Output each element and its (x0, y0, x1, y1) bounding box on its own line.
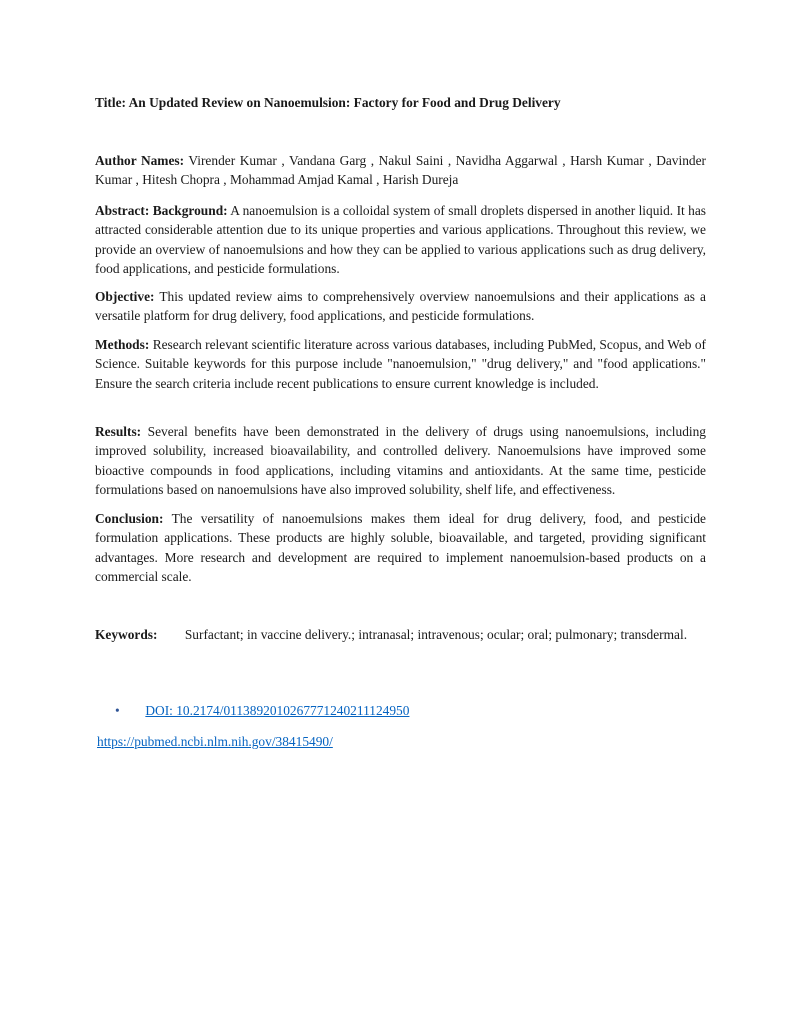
objective-text: This updated review aims to comprehensively overview nanoemulsions and their applications as a versatile platform for drug delivery, food applications, and pesticide formulations. (95, 289, 706, 324)
paper-title (95, 95, 561, 111)
methods-label: Methods: (95, 337, 150, 352)
objective-section (95, 287, 706, 326)
doi-link[interactable]: DOI: 10.2174/0113892010267771240211124950 (145, 703, 410, 718)
results-section (95, 422, 706, 499)
conclusion-text: The versatility of nanoemulsions makes them ideal for drug delivery, food, and pesticide formulation applications. These products are highly soluble, bioavailable, and targeted, providing significant advantages. More research and development are required to implement nanoemulsion-based products on a commercial scale. (95, 511, 706, 584)
methods-text: Research relevant scientific literature across various databases, including PubMed, Scopus, and Web of Science. Suitable keywords for this purpose include "nanoemulsion," "drug delivery," and "food applications." Ensure the search criteria include recent publications to ensure current knowledge is included. (95, 337, 706, 391)
bullet-icon: • (115, 703, 120, 718)
results-text: Several benefits have been demonstrated in the delivery of drugs using nanoemulsions, including improved solubility, increased bioavailability, and controlled delivery. Nanoemulsions have improved some bioactive compounds in food applications, including vitamins and antioxidants. At the same time, pesticide formulations based on nanoemulsions have also improved solubility, shelf life, and effectiveness. (95, 424, 706, 497)
title-label: Title: (95, 95, 126, 110)
keywords-text: Surfactant; in vaccine delivery.; intranasal; intravenous; ocular; oral; pulmonary; transdermal. (184, 627, 688, 642)
pubmed-link[interactable]: https://pubmed.ncbi.nlm.nih.gov/38415490/ (97, 734, 333, 749)
results-label: Results: (95, 424, 142, 439)
objective-label: Objective: (95, 289, 155, 304)
methods-section (95, 335, 706, 393)
abstract-background (95, 201, 706, 278)
abstract-label: Abstract: Background: (95, 203, 228, 218)
keywords-section (95, 625, 706, 644)
authors-label: Author Names: (95, 153, 185, 168)
authors-text: Virender Kumar , Vandana Garg , Nakul Saini , Navidha Aggarwal , Harsh Kumar , Davinder Kumar , Hitesh Chopra , Mohammad Amjad Kamal , Harish Dureja (95, 153, 707, 188)
title-text: An Updated Review on Nanoemulsion: Factory for Food and Drug Delivery (128, 95, 561, 110)
keywords-label: Keywords: (95, 627, 158, 642)
doi-list-item (115, 703, 409, 719)
conclusion-section (95, 509, 706, 586)
conclusion-label: Conclusion: (95, 511, 164, 526)
abstract-text: A nanoemulsion is a colloidal system of small droplets dispersed in another liquid. It has attracted considerable attention due to its unique properties and various applications. Throughout this review, we provide an overview of nanoemulsions and how they can be applied to various applications such as drug delivery, food applications, and pesticide formulations. (95, 203, 706, 276)
pubmed-line (97, 734, 333, 750)
author-names (95, 151, 706, 190)
